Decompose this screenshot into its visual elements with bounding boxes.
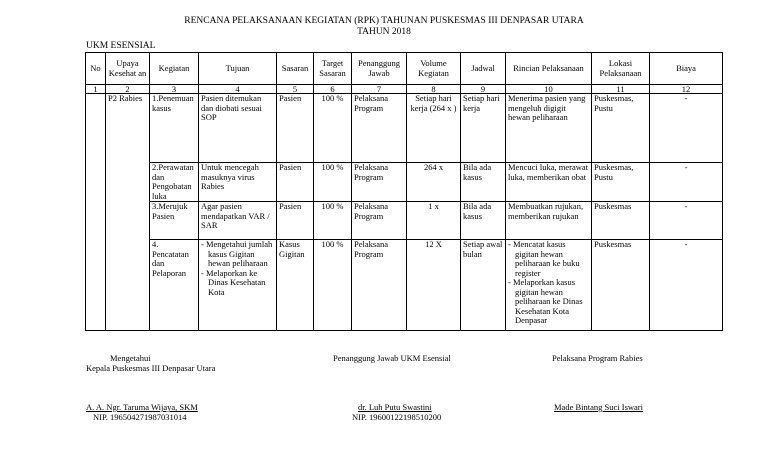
lokasi-cell: Puskesmas, Pustu: [592, 163, 650, 202]
pj-cell: Pelaksana Program: [352, 94, 407, 163]
column-number: 3: [150, 85, 199, 94]
column-header: Target Sasaran: [314, 53, 352, 85]
signature-left-name: A. A. Ngr. Taruma Wijaya, SKM: [86, 402, 198, 412]
tujuan-cell: [199, 240, 277, 331]
rpk-table: [85, 52, 723, 331]
jadwal-cell: Bila ada kasus: [461, 163, 506, 202]
lokasi-cell: Puskesmas, Pustu: [592, 94, 650, 163]
table-header-row: [86, 53, 723, 85]
column-number: 5: [277, 85, 314, 94]
table-row: [86, 163, 723, 202]
volume-cell: 264 x: [407, 163, 461, 202]
kegiatan-cell: 2.Perawatan dan Pengobatan luka: [150, 163, 199, 202]
rincian-item: - Mencatat kasus gigitan hewan peliharaan ke buku register: [508, 239, 580, 278]
sasaran-cell: Pasien: [277, 94, 314, 163]
column-number: 8: [407, 85, 461, 94]
pj-cell: Pelaksana Program: [352, 202, 407, 240]
column-header: Tujuan: [199, 53, 277, 85]
kegiatan-cell: 3.Merujuk Pasien: [150, 202, 199, 240]
rincian-cell: Mencuci luka, merawat luka, memberikan obat: [506, 163, 592, 202]
rincian-cell: [506, 240, 592, 331]
document-title: RENCANA PELAKSANAAN KEGIATAN (RPK) TAHUNAN PUSKESMAS III DENPASAR UTARA: [184, 16, 584, 26]
jadwal-cell: Setiap hari kerja: [461, 94, 506, 163]
tujuan-cell: Agar pasien mendapatkan VAR / SAR: [199, 202, 277, 240]
jadwal-cell: Setiap awal bulan: [461, 240, 506, 331]
column-number: 7: [352, 85, 407, 94]
biaya-cell: -: [650, 202, 723, 240]
lokasi-cell: Puskesmas: [592, 202, 650, 240]
column-header: Rincian Pelaksanaan: [506, 53, 592, 85]
column-header: Upaya Kesehat an: [106, 53, 150, 85]
target-cell: 100 %: [314, 94, 352, 163]
column-number: 2: [106, 85, 150, 94]
target-cell: 100 %: [314, 163, 352, 202]
signature-left-line2: Kepala Puskesmas III Denpasar Utara: [86, 363, 216, 373]
column-header: Penanggung Jawab: [352, 53, 407, 85]
tujuan-item: - Melaporkan ke Dinas Kesehatan Kota: [201, 267, 266, 297]
signature-left-nip: NIP. 196504271987031014: [93, 412, 187, 422]
signature-middle-line1: Penanggung Jawab UKM Esensial: [333, 353, 451, 363]
kegiatan-cell: 1.Penemuan kasus: [150, 94, 199, 163]
signature-left-line1: Mengetahui: [110, 353, 151, 363]
rincian-cell: Membuatkan rujukan, memberikan rujukan: [506, 202, 592, 240]
column-header: Sasaran: [277, 53, 314, 85]
lokasi-cell: Puskesmas: [592, 240, 650, 331]
tujuan-cell: Untuk mencegah masuknya virus Rabies: [199, 163, 277, 202]
rincian-item: - Melaporkan kasus gigitan hewan peliharaan ke Dinas Kesehatan Kota Denpasar: [508, 277, 583, 325]
tujuan-item: - Mengetahui jumlah kasus Gigitan hewan peliharaan: [201, 239, 273, 268]
column-number: 12: [650, 85, 723, 94]
target-cell: 100 %: [314, 202, 352, 240]
table-row: [86, 240, 723, 331]
table-row: [86, 202, 723, 240]
tujuan-cell: Pasien ditemukan dan diobati sesuai SOP: [199, 94, 277, 163]
column-number: 10: [506, 85, 592, 94]
kegiatan-cell: 4. Pencatatan dan Pelaporan: [150, 240, 199, 331]
column-header: No: [86, 53, 106, 85]
sasaran-cell: Pasien: [277, 202, 314, 240]
signature-right-line1: Pelaksana Program Rabies: [552, 353, 643, 363]
column-header: Lokasi Pelaksanaan: [592, 53, 650, 85]
jadwal-cell: Bila ada kasus: [461, 202, 506, 240]
column-header: Kegiatan: [150, 53, 199, 85]
volume-cell: Setiap hari kerja (264 x ): [407, 94, 461, 163]
column-header: Volume Kegiatan: [407, 53, 461, 85]
signature-right-name: Made Bintang Suci Iswari: [554, 402, 643, 412]
column-number-row: [86, 85, 723, 94]
pj-cell: Pelaksana Program: [352, 240, 407, 331]
row-number-cell: [86, 94, 106, 331]
column-number: 11: [592, 85, 650, 94]
biaya-cell: -: [650, 163, 723, 202]
rincian-cell: Menerima pasien yang mengeluh digigit hewan peliharaan: [506, 94, 592, 163]
biaya-cell: -: [650, 240, 723, 331]
biaya-cell: -: [650, 94, 723, 163]
signature-middle-nip: NIP. 19600122198510200: [352, 412, 442, 422]
volume-cell: 12 X: [407, 240, 461, 331]
target-cell: 100 %: [314, 240, 352, 331]
document-year: TAHUN 2018: [357, 27, 411, 37]
pj-cell: Pelaksana Program: [352, 163, 407, 202]
upaya-cell: P2 Rabies: [106, 94, 150, 331]
column-header: Biaya: [650, 53, 723, 85]
column-number: 6: [314, 85, 352, 94]
section-label: UKM ESENSIAL: [86, 41, 156, 51]
column-number: 4: [199, 85, 277, 94]
volume-cell: 1 x: [407, 202, 461, 240]
table-row: [86, 94, 723, 163]
sasaran-cell: Pasien: [277, 163, 314, 202]
sasaran-cell: Kasus Gigitan: [277, 240, 314, 331]
column-header: Jadwal: [461, 53, 506, 85]
column-number: 9: [461, 85, 506, 94]
column-number: 1: [86, 85, 106, 94]
signature-middle-name: dr. Luh Putu Swastini: [358, 402, 432, 412]
